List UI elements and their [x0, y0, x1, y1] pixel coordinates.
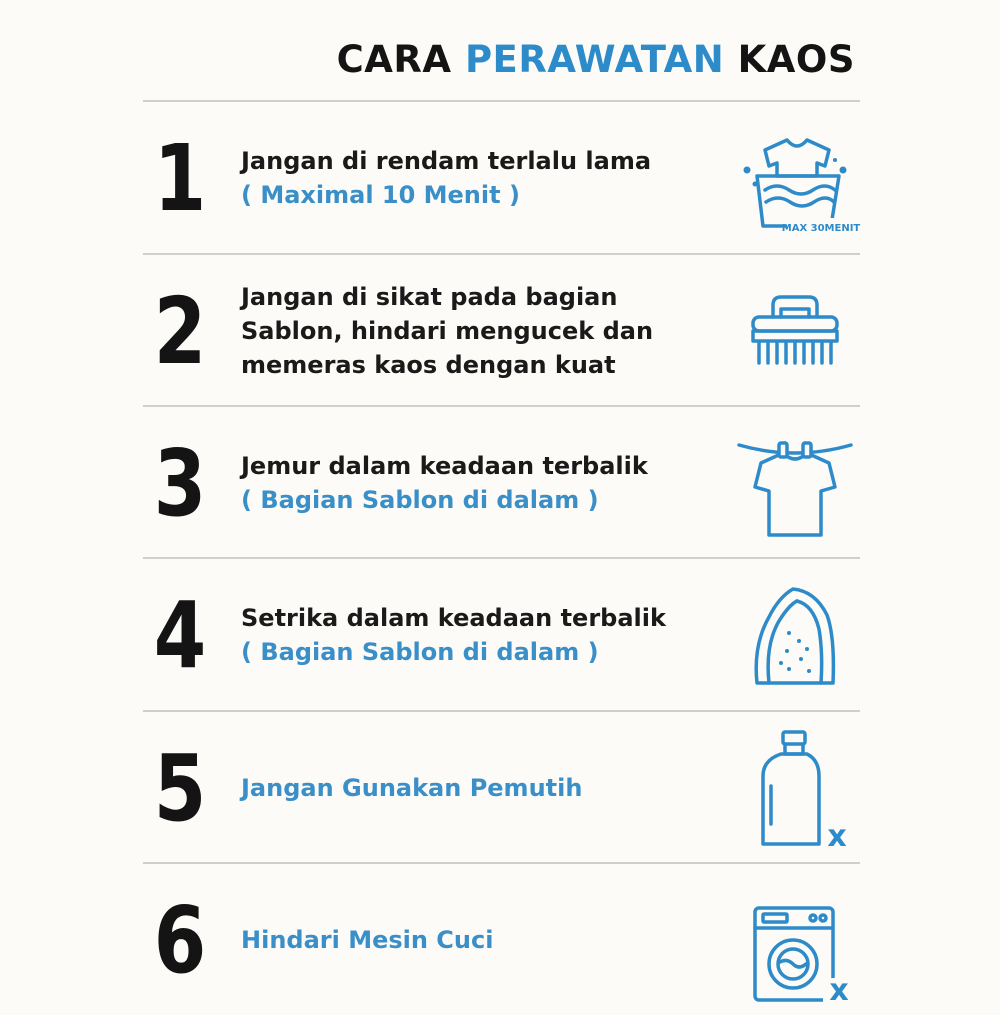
- step-text: [241, 408, 731, 558]
- step-text: [241, 865, 731, 1015]
- page-title: [0, 38, 855, 81]
- step-line: memeras kaos dengan kuat: [241, 351, 616, 379]
- step-line: Setrika dalam keadaan terbalik: [241, 604, 666, 632]
- step-number: 4: [153, 581, 207, 689]
- step-highlight: Hindari Mesin Cuci: [241, 926, 494, 954]
- divider: [143, 100, 860, 102]
- care-step-1: [0, 103, 1000, 253]
- prohibit-mark: x: [829, 973, 849, 1008]
- step-number: 5: [153, 734, 207, 842]
- step-number: 2: [153, 277, 207, 385]
- iron-icon: [735, 575, 855, 695]
- soaking-tshirt-icon: [735, 118, 861, 238]
- care-step-2: [0, 256, 1000, 406]
- divider: [143, 862, 860, 864]
- step-highlight: ( Bagian Sablon di dalam ): [241, 486, 599, 514]
- step-number: 1: [153, 124, 207, 232]
- brush-icon: [735, 271, 855, 391]
- divider: [143, 253, 860, 255]
- no-bleach-icon: [735, 728, 855, 854]
- title-word-kaos: KAOS: [737, 38, 855, 81]
- step-highlight: ( Maximal 10 Menit ): [241, 181, 520, 209]
- no-washing-machine-icon: [735, 880, 855, 1008]
- care-step-5: [0, 713, 1000, 863]
- care-step-4: [0, 560, 1000, 710]
- care-step-3: [0, 408, 1000, 558]
- step-line: Sablon, hindari mengucek dan: [241, 317, 654, 345]
- icon-label: MAX 30MENIT: [781, 223, 861, 234]
- prohibit-mark: x: [827, 819, 847, 854]
- step-number: 3: [153, 429, 207, 537]
- divider: [143, 557, 860, 559]
- step-text: [241, 256, 731, 406]
- hanging-tshirt-icon: [735, 423, 855, 543]
- step-line: Jangan di rendam terlalu lama: [241, 147, 652, 175]
- step-line: Jangan di sikat pada bagian: [241, 283, 618, 311]
- title-word-cara: CARA: [336, 38, 452, 81]
- divider: [143, 405, 860, 407]
- step-line: Jemur dalam keadaan terbalik: [241, 452, 648, 480]
- step-text: [241, 103, 731, 253]
- step-number: 6: [153, 886, 207, 994]
- divider: [143, 710, 860, 712]
- step-text: [241, 560, 731, 710]
- step-highlight: Jangan Gunakan Pemutih: [241, 774, 583, 802]
- step-highlight: ( Bagian Sablon di dalam ): [241, 638, 599, 666]
- step-text: [241, 713, 731, 863]
- care-step-6: [0, 865, 1000, 1015]
- title-word-perawatan: PERAWATAN: [464, 38, 725, 81]
